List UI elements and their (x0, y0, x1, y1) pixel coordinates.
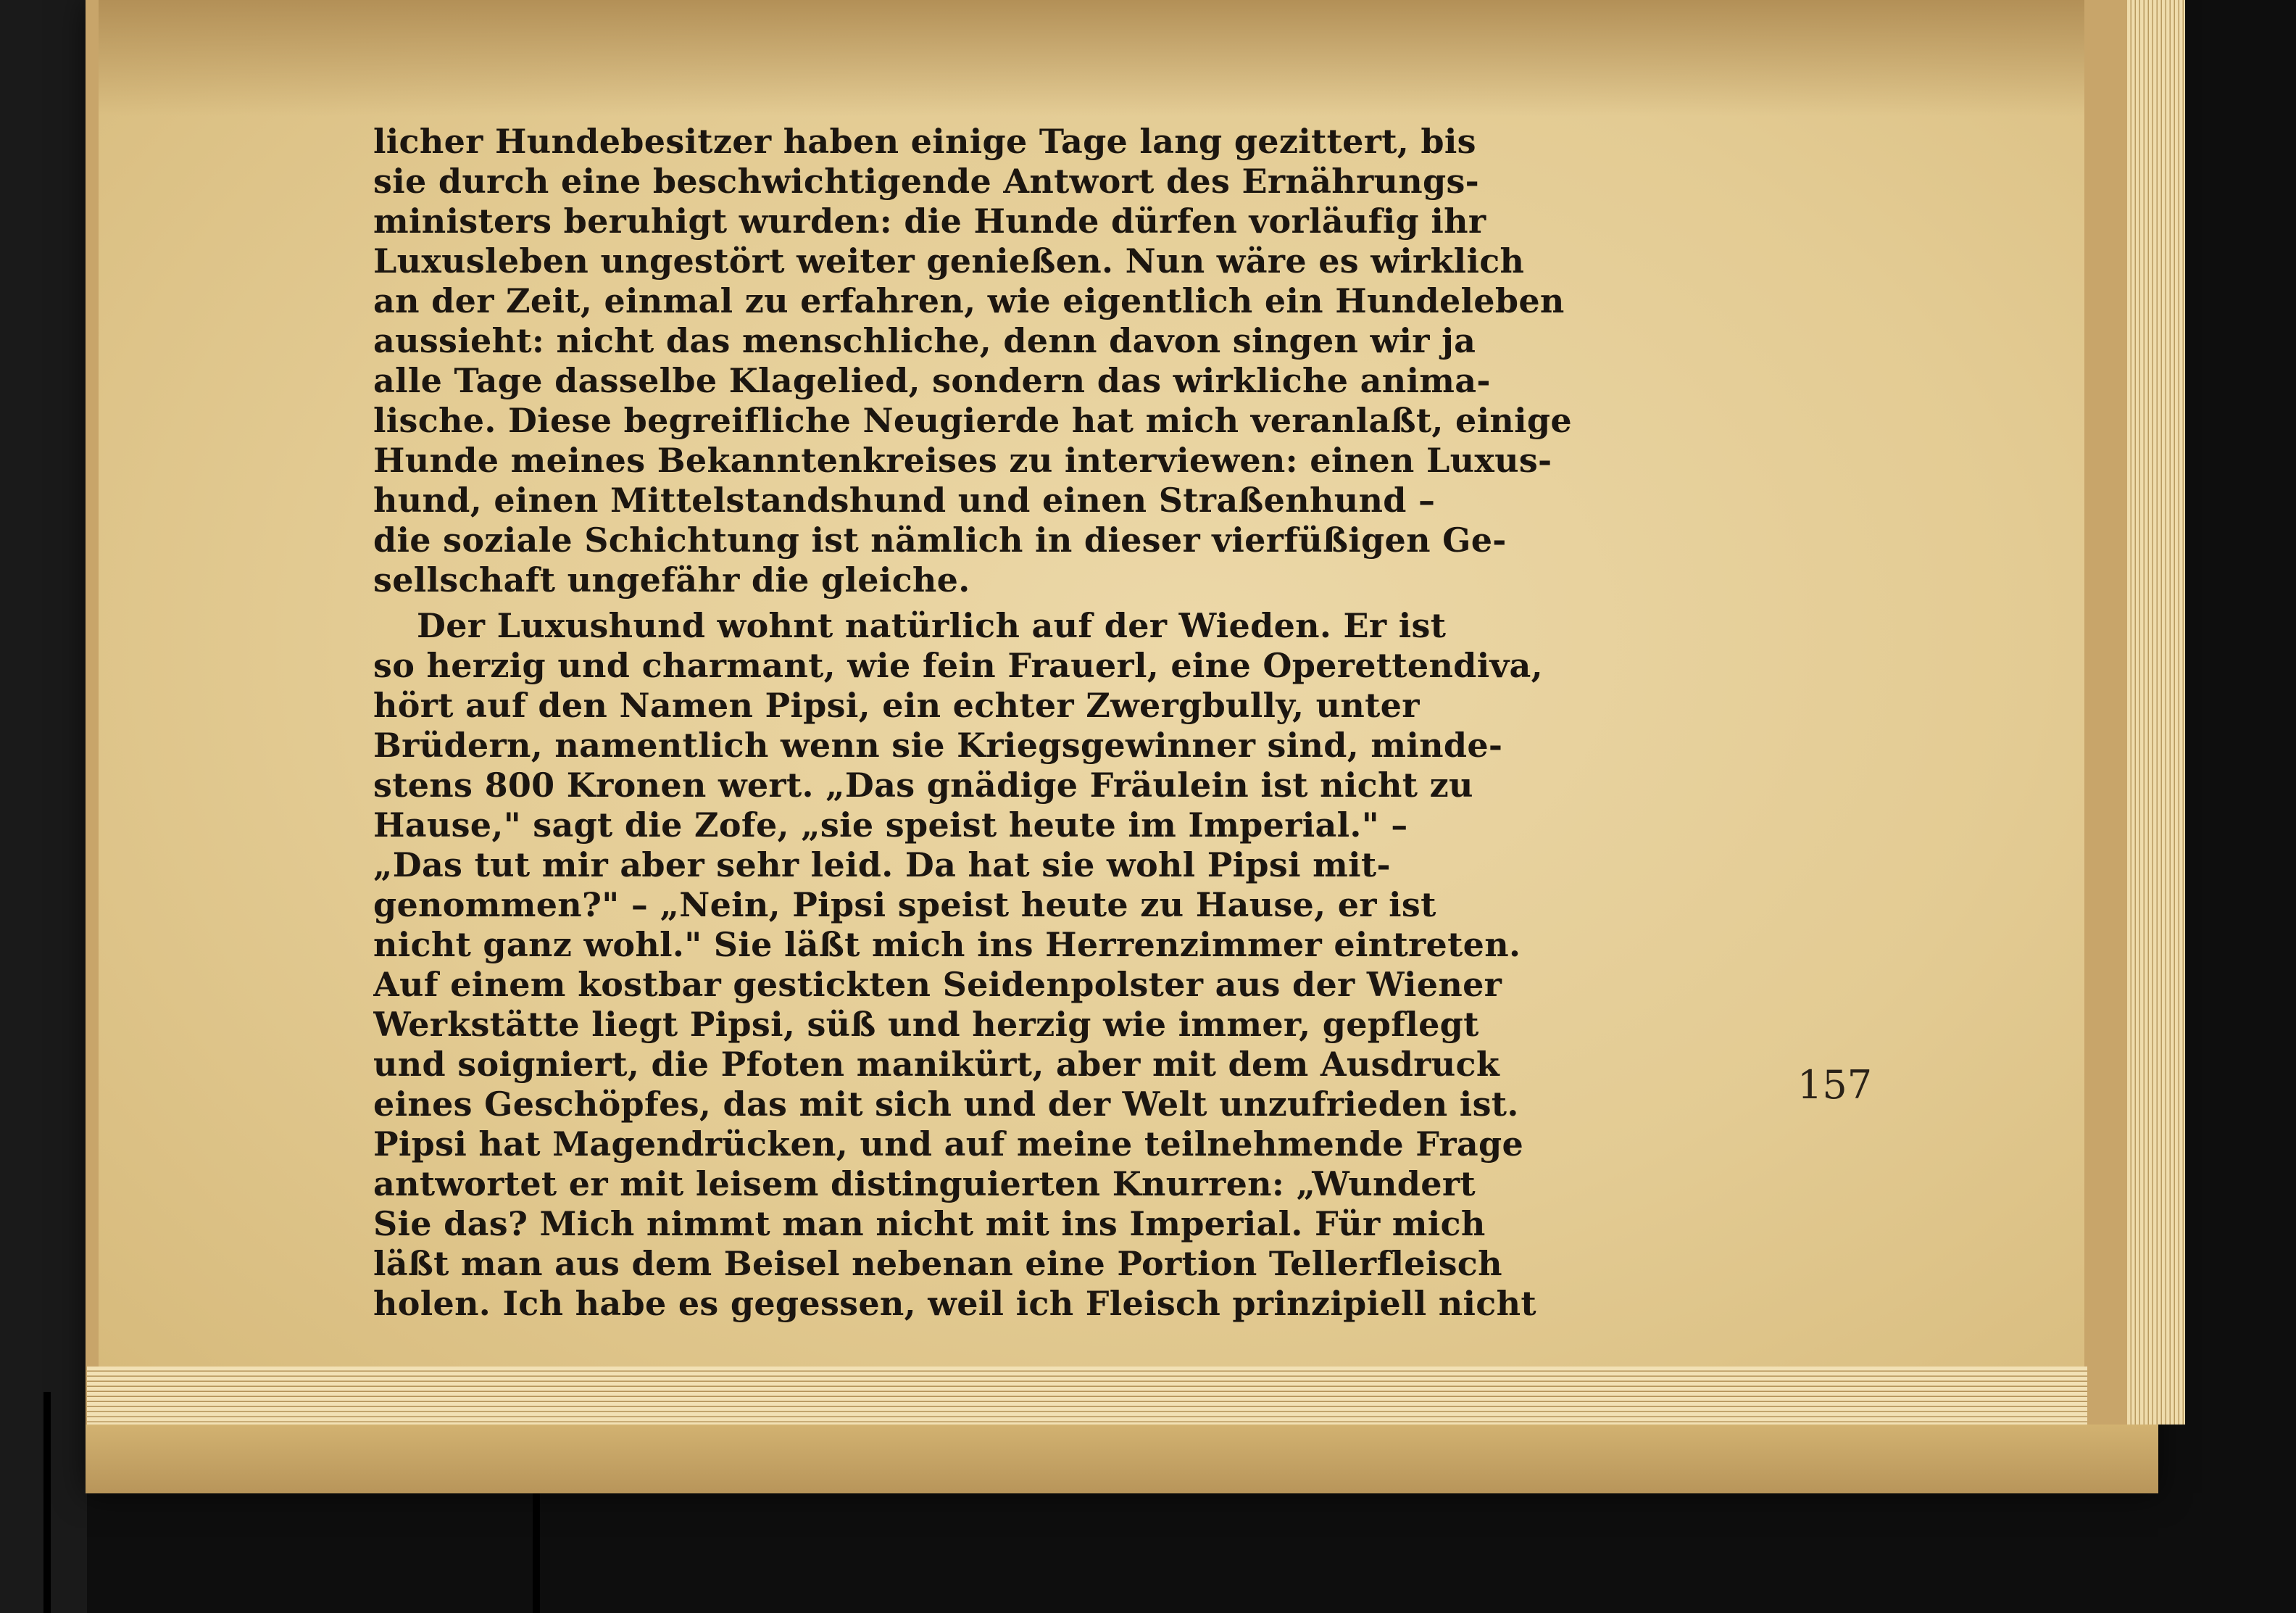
text-line: holen. Ich habe es gegessen, weil ich Fleisch prinzipiell nicht (373, 1284, 1536, 1323)
text-line: Luxusleben ungestört weiter genießen. Nun wäre es wirklich (373, 241, 1525, 281)
text-line: Pipsi hat Magendrücken, und auf meine teilnehmende Frage (373, 1124, 1524, 1164)
text-line: ministers beruhigt wurden: die Hunde dürfen vorläufig ihr (373, 202, 1486, 241)
text-line: antwortet er mit leisem distinguierten Knurren: „Wundert (373, 1164, 1476, 1203)
text-line: Hunde meines Bekanntenkreises zu interviewen: einen Luxus- (373, 441, 1552, 480)
text-line: Sie das? Mich nimmt man nicht mit ins Imperial. Für mich (373, 1204, 1486, 1243)
page-block-edge (2127, 0, 2185, 1425)
text-line: stens 800 Kronen wert. „Das gnädige Fräulein ist nicht zu (373, 766, 1473, 805)
text-line: Der Luxushund wohnt natürlich auf der Wieden. Er ist (417, 606, 1447, 645)
text-line: genommen?" – „Nein, Pipsi speist heute zu Hause, er ist (373, 885, 1436, 924)
text-line: so herzig und charmant, wie fein Frauerl, eine Operettendiva, (373, 646, 1543, 685)
text-line: lische. Diese begreifliche Neugierde hat mich veranlaßt, einige (373, 401, 1572, 440)
text-line: licher Hundebesitzer haben einige Tage lang gezittert, bis (373, 122, 1476, 161)
page-number: 157 (1797, 1062, 1873, 1108)
gutter-shadow (99, 0, 2084, 116)
text-line: Hause," sagt die Zofe, „sie speist heute im Imperial." – (373, 805, 1408, 845)
text-line: an der Zeit, einmal zu erfahren, wie eigentlich ein Hundeleben (373, 281, 1565, 320)
page-text (373, 122, 2047, 1323)
page-stack-edges (87, 1367, 2087, 1425)
text-line: hund, einen Mittelstandshund und einen Straßenhund – (373, 481, 1436, 520)
scanner-edge-bar (43, 1392, 51, 1613)
text-line: nicht ganz wohl." Sie läßt mich ins Herrenzimmer eintreten. (373, 925, 1521, 964)
text-line: Werkstätte liegt Pipsi, süß und herzig wie immer, gepflegt (373, 1005, 1479, 1044)
text-line: Auf einem kostbar gestickten Seidenpolster aus der Wiener (373, 965, 1502, 1004)
text-line: hört auf den Namen Pipsi, ein echter Zwergbully, unter (373, 686, 1420, 725)
text-line: aussieht: nicht das menschliche, denn davon singen wir ja (373, 321, 1476, 360)
text-line: alle Tage dasselbe Klagelied, sondern das wirkliche anima- (373, 361, 1491, 400)
text-line: sellschaft ungefähr die gleiche. (373, 560, 970, 600)
text-line: und soigniert, die Pfoten manikürt, aber mit dem Ausdruck (373, 1045, 1500, 1084)
text-line: „Das tut mir aber sehr leid. Da hat sie wohl Pipsi mit- (373, 845, 1391, 884)
scanner-bed-left (0, 0, 87, 1613)
scanner-edge-bar (533, 1486, 540, 1613)
text-line: eines Geschöpfes, das mit sich und der Welt unzufrieden ist. (373, 1085, 1519, 1124)
text-line: die soziale Schichtung ist nämlich in dieser vierfüßigen Ge- (373, 521, 1507, 560)
text-line: sie durch eine beschwichtigende Antwort des Ernährungs- (373, 162, 1480, 201)
text-line: Brüdern, namentlich wenn sie Kriegsgewinner sind, minde- (373, 726, 1503, 765)
book-board-edge (86, 1425, 2158, 1493)
text-line: läßt man aus dem Beisel nebenan eine Portion Tellerfleisch (373, 1244, 1502, 1283)
